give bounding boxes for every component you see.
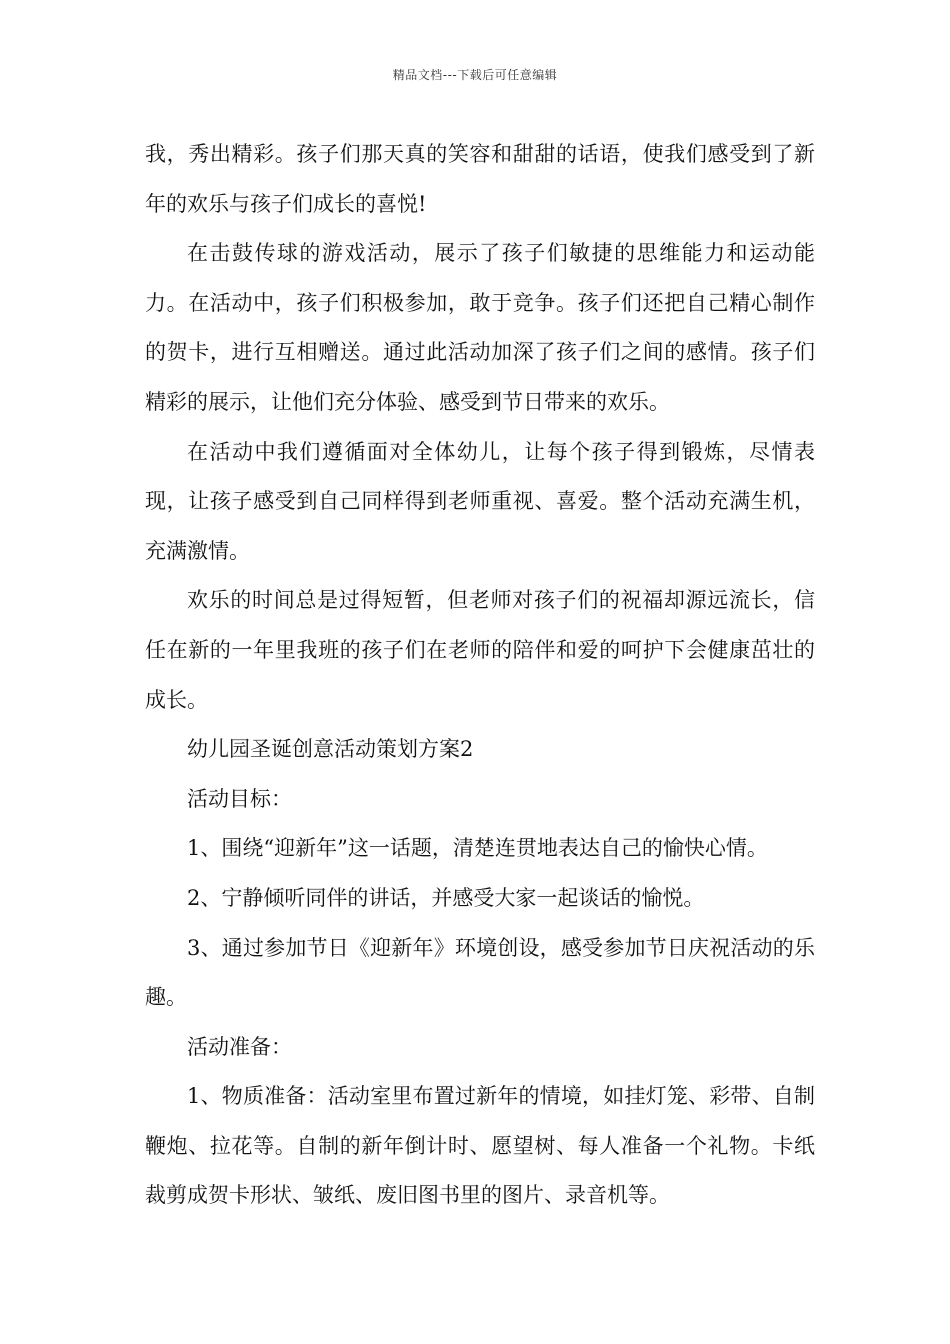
paragraph-2: 在击鼓传球的游戏活动，展示了孩子们敏捷的思维能力和运动能力。在活动中，孩子们积极参加，敢于竞争。孩子们还把自己精心制作的贺卡，进行互相赠送。通过此活动加深了孩子们之间的感情。孩子们精彩的展示，让他们充分体验、感受到节日带来的欢乐。 xyxy=(145,241,815,414)
section-title: 幼儿园圣诞创意活动策划方案2 xyxy=(187,737,474,762)
heading-activity-goals: 活动目标： xyxy=(187,786,292,811)
preparation-item-1: 1、物质准备：活动室里布置过新年的情境，如挂灯笼、彩带、自制鞭炮、拉花等。自制的新年倒计时、愿望树、每人准备一个礼物。卡纸裁剪成贺卡形状、皱纸、废旧图书里的图片、录音机等。 xyxy=(145,1084,815,1208)
paragraph-1: 我，秀出精彩。孩子们那天真的笑容和甜甜的话语，使我们感受到了新年的欢乐与孩子们成长的喜悦! xyxy=(145,142,815,216)
goal-item-3: 3、通过参加节日《迎新年》环境创设，感受参加节日庆祝活动的乐趣。 xyxy=(145,935,815,1010)
document-body xyxy=(145,130,815,1221)
goal-item-1: 1、围绕“迎新年”这一话题，清楚连贯地表达自己的愉快心情。 xyxy=(187,836,768,861)
page-header: 精品文档---下载后可任意编辑 xyxy=(392,68,558,82)
heading-activity-preparation: 活动准备： xyxy=(187,1034,292,1059)
paragraph-4: 欢乐的时间总是过得短暂，但老师对孩子们的祝福却源远流长，信任在新的一年里我班的孩子们在老师的陪伴和爱的呵护下会健康茁壮的成长。 xyxy=(145,588,815,712)
paragraph-3: 在活动中我们遵循面对全体幼儿，让每个孩子得到锻炼，尽情表现，让孩子感受到自己同样得到老师重视、喜爱。整个活动充满生机，充满激情。 xyxy=(145,439,815,563)
goal-item-2: 2、宁静倾听同伴的讲话，并感受大家一起谈话的愉悦。 xyxy=(187,885,705,910)
